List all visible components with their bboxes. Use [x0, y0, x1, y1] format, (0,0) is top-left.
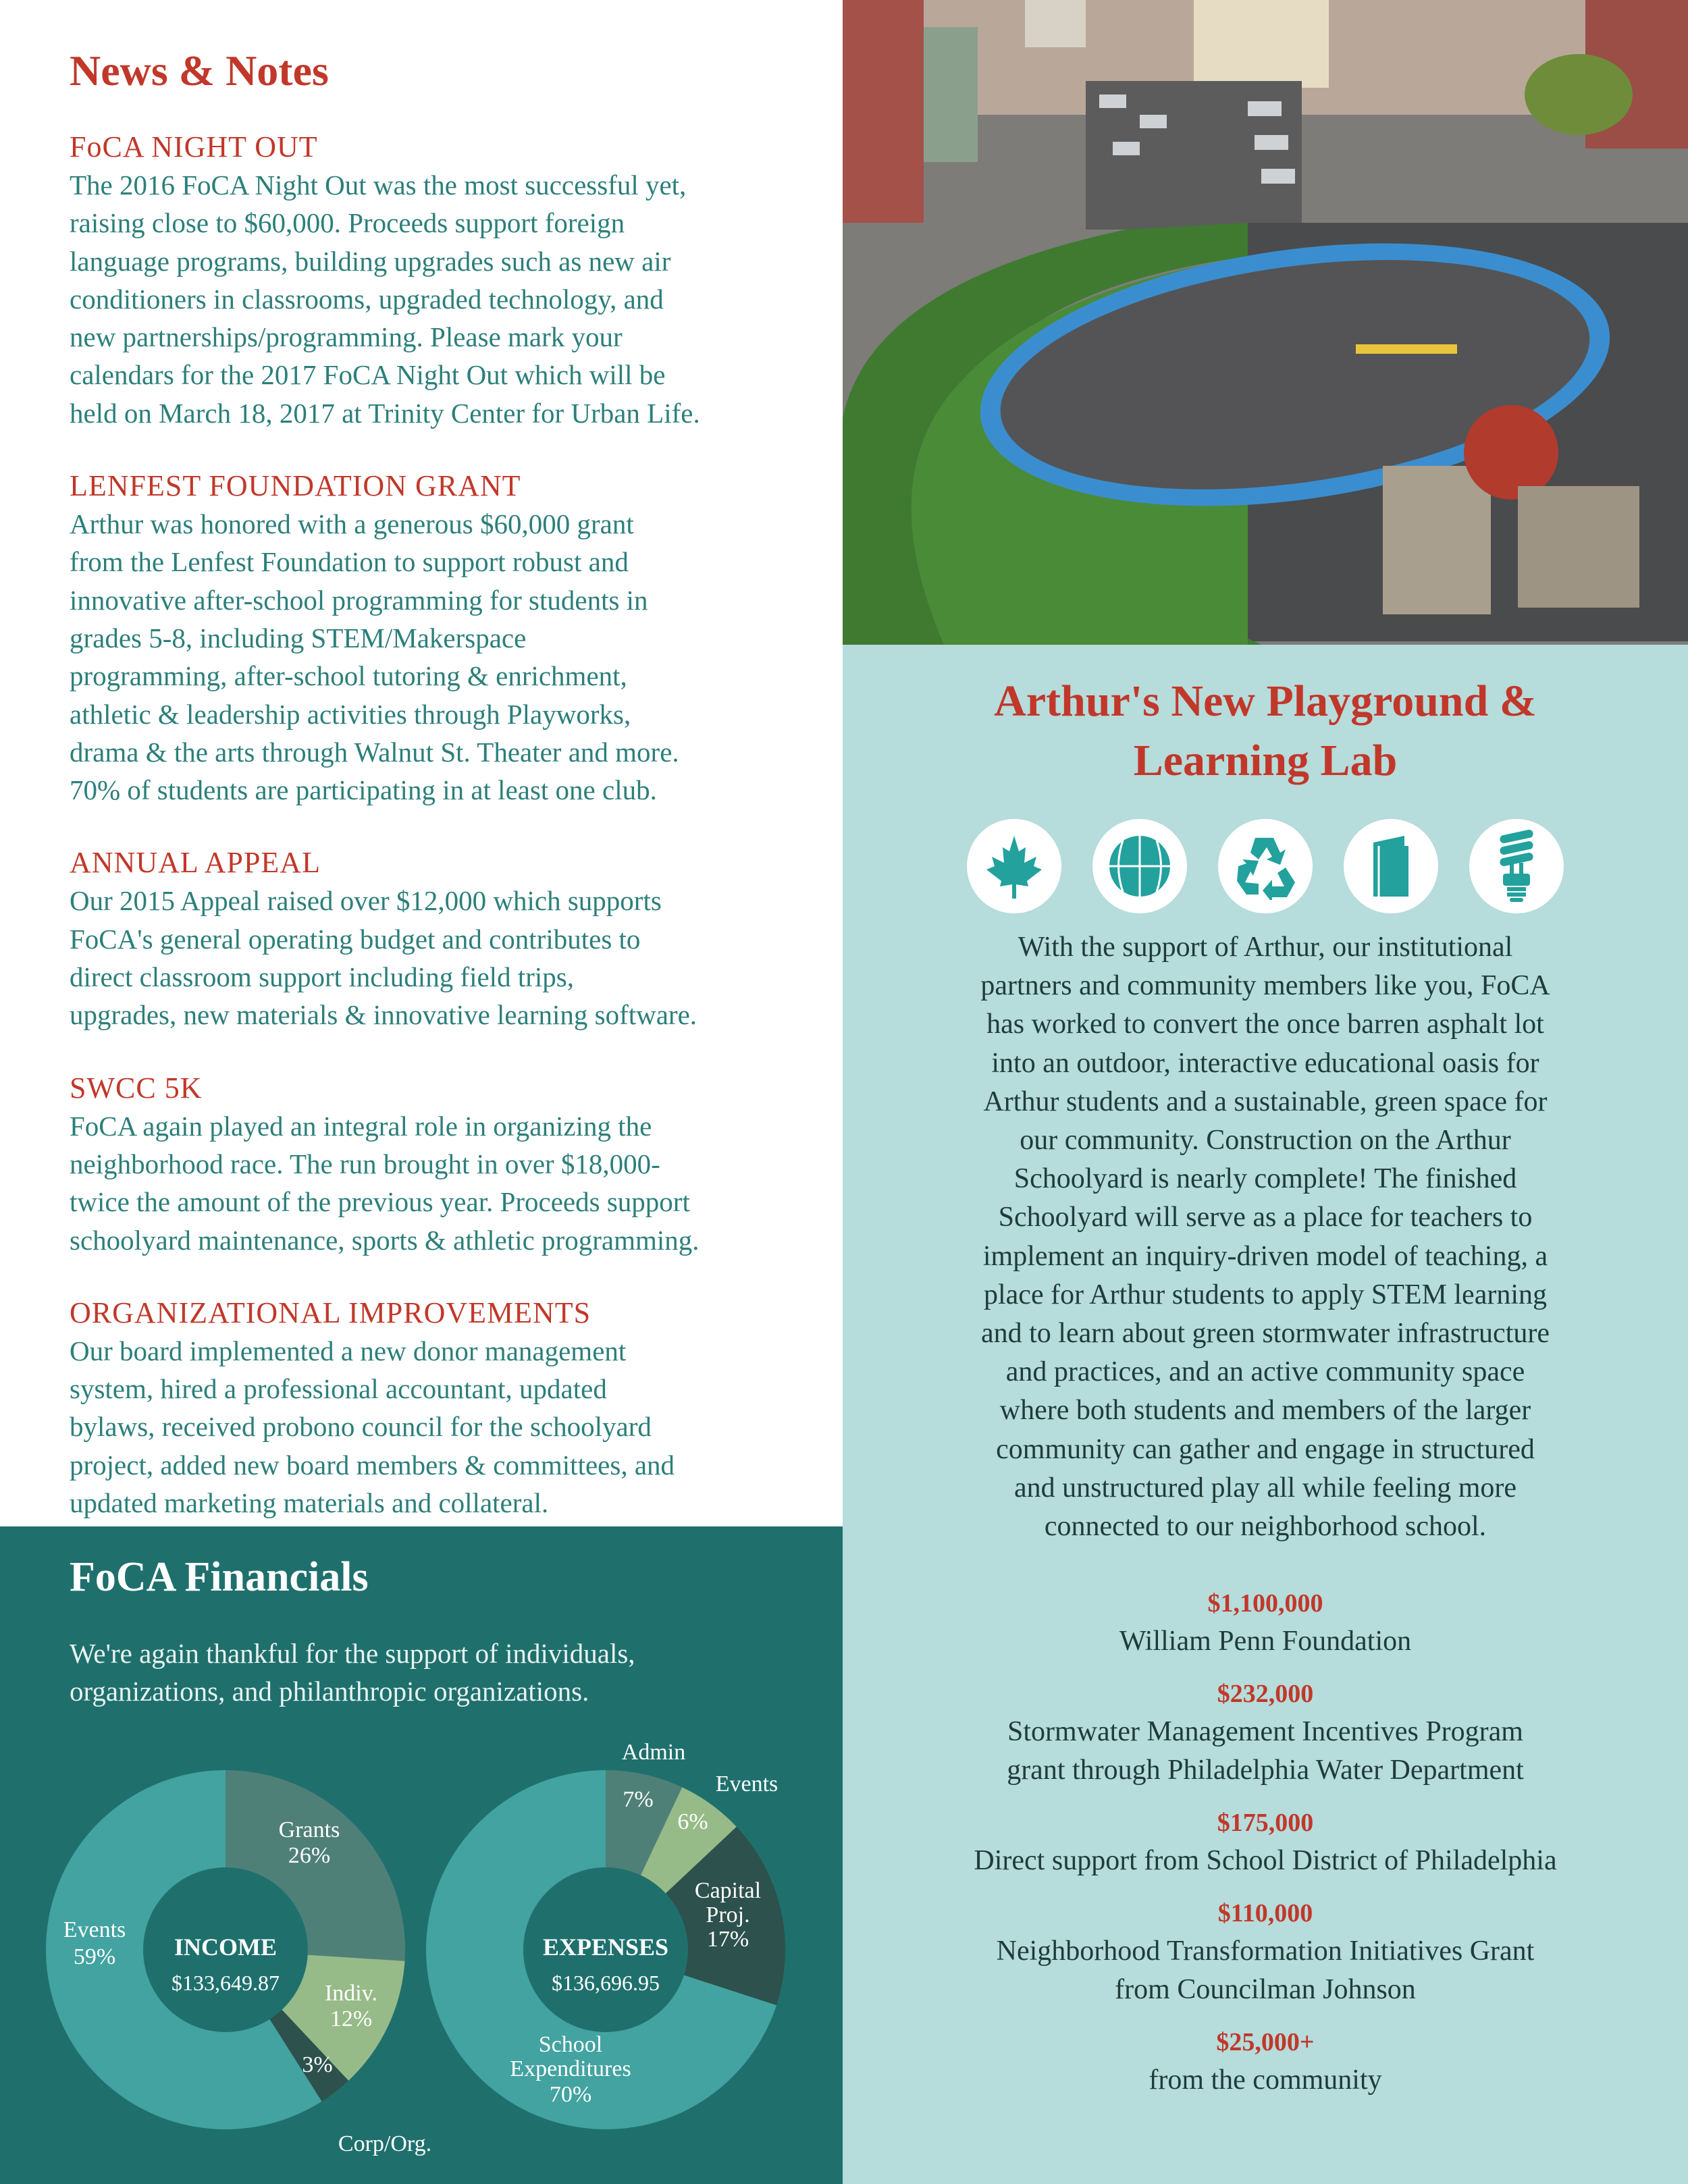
chart-title: INCOME: [174, 1934, 277, 1961]
icon-row: [843, 819, 1688, 913]
news-item-text: programming, after-school tutoring & enrichment,: [70, 660, 627, 692]
news-item-heading: ORGANIZATIONAL IMPROVEMENTS: [70, 1296, 591, 1329]
news-item-text: project, added new board members & committees, and: [70, 1449, 675, 1481]
funding-source: William Penn Foundation: [1119, 1626, 1412, 1657]
news-item-text: neighborhood race. The run brought in over $18,000-: [70, 1148, 660, 1179]
funding-item: [843, 1676, 1688, 1790]
funding-item: [843, 1895, 1688, 2009]
news-item-text: Our board implemented a new donor management: [70, 1335, 627, 1366]
book-icon: [1344, 819, 1438, 913]
data-label: 12%: [329, 2006, 373, 2031]
data-label: 17%: [706, 1927, 749, 1952]
description-line: into an outdoor, interactive educational oasis for: [991, 1047, 1539, 1079]
funding-source: Stormwater Management Incentives Program: [1007, 1716, 1523, 1747]
description-line: Arthur students and a sustainable, green space for: [983, 1086, 1548, 1117]
funding-item: [843, 1805, 1688, 1880]
news-item-text: direct classroom support including field trips,: [70, 961, 574, 993]
description-line: and practices, and an active community space: [1005, 1356, 1525, 1388]
funding-list: [843, 1585, 1688, 2114]
news-item-text: held on March 18, 2017 at Trinity Center for Urban Life.: [70, 397, 700, 429]
maple-leaf-icon: [967, 819, 1061, 913]
description-line: and to learn about green stormwater infrastructure: [981, 1318, 1550, 1350]
news-item-text: updated marketing materials and collateral.: [70, 1487, 549, 1519]
funding-amount: $1,100,000: [1207, 1589, 1323, 1618]
category-label: Capital Proj.: [694, 1878, 762, 1927]
data-label: 26%: [288, 1843, 331, 1868]
recycle-icon: [1218, 819, 1313, 913]
news-item: [70, 128, 826, 432]
description-line: our community. Construction on the Arthur: [1020, 1125, 1511, 1156]
news-item-text: FoCA's general operating budget and contributes to: [70, 923, 641, 955]
category-label: Admin: [621, 1740, 686, 1765]
category-label: Events: [63, 1917, 126, 1942]
category-label: Grants: [278, 1817, 340, 1842]
funding-amount: $175,000: [1217, 1809, 1314, 1837]
data-label: 6%: [677, 1809, 708, 1834]
description-line: connected to our neighborhood school.: [1044, 1511, 1487, 1543]
title-line: Learning Lab: [1133, 736, 1398, 785]
funding-item: [843, 2024, 1688, 2100]
data-label: 3%: [302, 2052, 333, 2077]
news-item-text: Arthur was honored with a generous $60,000 grant: [70, 508, 634, 540]
chart-title: EXPENSES: [542, 1934, 669, 1961]
news-item-text: athletic & leadership activities through Playworks,: [70, 698, 631, 730]
news-item-text: innovative after-school programming for students in: [70, 584, 648, 616]
news-item-text: raising close to $60,000. Proceeds support foreign: [70, 207, 625, 239]
description-line: community can gather and engage in structured: [996, 1433, 1535, 1465]
news-item-text: system, hired a professional accountant, updated: [70, 1373, 607, 1405]
news-item-text: schoolyard maintenance, sports & athletic programming.: [70, 1224, 700, 1256]
funding-source: grant through Philadelphia Water Department: [1007, 1755, 1524, 1786]
news-item-text: drama & the arts through Walnut St. Theater and more.: [70, 736, 679, 768]
funding-source: from Councilman Johnson: [1115, 1974, 1416, 2005]
news-item-text: The 2016 FoCA Night Out was the most successful yet,: [70, 169, 687, 201]
subtitle-line: We're again thankful for the support of individuals,: [70, 1638, 635, 1669]
basketball-icon: [1092, 819, 1187, 913]
playground-description: [843, 928, 1688, 1546]
news-item-text: 70% of students are participating in at least one club.: [70, 774, 657, 806]
category-label: Indiv.: [324, 1981, 378, 2006]
data-label: 70%: [549, 2082, 592, 2107]
category-label: Corp/Org.: [338, 2131, 432, 2156]
news-item-text: conditioners in classrooms, upgraded technology, and: [70, 283, 664, 315]
funding-item: [843, 1585, 1688, 1661]
news-item-heading: ANNUAL APPEAL: [70, 846, 321, 880]
lightbulb-icon: [1469, 819, 1564, 913]
funding-amount: $232,000: [1217, 1680, 1314, 1708]
funding-source: Neighborhood Transformation Initiatives Grant: [996, 1936, 1535, 1967]
financials-title: FoCA Financials: [70, 1554, 369, 1600]
news-item-heading: LENFEST FOUNDATION GRANT: [70, 469, 521, 503]
funding-amount: $25,000+: [1216, 2028, 1315, 2056]
description-line: Schoolyard will serve as a place for teachers to: [998, 1202, 1533, 1233]
description-line: With the support of Arthur, our institutional: [1018, 932, 1513, 963]
news-item-text: twice the amount of the previous year. Proceeds support: [70, 1186, 690, 1218]
title-line: Arthur's New Playground &: [994, 676, 1537, 726]
playground-section: [843, 645, 1688, 2184]
chart-total: $133,649.87: [172, 1971, 280, 1995]
funding-amount: $110,000: [1217, 1899, 1313, 1927]
news-item-text: language programs, building upgrades such as new air: [70, 245, 671, 277]
news-item-text: grades 5-8, including STEM/Makerspace: [70, 622, 527, 654]
news-item-text: upgrades, new materials & innovative learning software.: [70, 999, 697, 1031]
financial-charts: [0, 1526, 843, 2184]
data-label: 59%: [73, 1944, 116, 1969]
news-item-text: bylaws, received probono council for the schoolyard: [70, 1411, 652, 1443]
chart-total: $136,696.95: [552, 1971, 660, 1995]
financials-section: [0, 1526, 843, 2184]
news-item-text: new partnerships/programming. Please mark your: [70, 321, 623, 353]
description-line: where both students and members of the larger: [999, 1395, 1531, 1427]
category-label: School Expenditures: [510, 2032, 631, 2081]
description-line: partners and community members like you, FoCA: [980, 970, 1550, 1002]
funding-source: Direct support from School District of Philadelphia: [974, 1845, 1557, 1876]
news-item-heading: FoCA NIGHT OUT: [70, 130, 318, 163]
news-item: [70, 844, 826, 1034]
news-item-text: Our 2015 Appeal raised over $12,000 which supports: [70, 885, 662, 917]
playground-title: [843, 672, 1688, 791]
news-item-heading: SWCC 5K: [70, 1071, 203, 1104]
news-title: News & Notes: [70, 47, 329, 95]
news-item-text: FoCA again played an integral role in organizing the: [70, 1110, 652, 1142]
news-item-text: from the Lenfest Foundation to support robust and: [70, 546, 629, 578]
news-item: [70, 1069, 826, 1259]
news-item: [70, 1294, 826, 1522]
description-line: Schoolyard is nearly complete! The finished: [1013, 1163, 1517, 1195]
description-line: has worked to convert the once barren asphalt lot: [986, 1009, 1544, 1040]
description-line: place for Arthur students to apply STEM learning: [984, 1279, 1547, 1310]
playground-photo: [843, 0, 1688, 645]
description-line: implement an inquiry-driven model of teaching, a: [982, 1240, 1548, 1272]
news-item-text: calendars for the 2017 FoCA Night Out which will be: [70, 359, 666, 391]
news-item: [70, 467, 826, 809]
data-label: 7%: [623, 1787, 654, 1812]
news-and-notes: [70, 41, 826, 1557]
subtitle-line: organizations, and philanthropic organizations.: [70, 1676, 589, 1707]
financials-subtitle: [70, 1634, 635, 1710]
category-label: Events: [715, 1772, 779, 1796]
description-line: and unstructured play all while feeling more: [1013, 1472, 1517, 1503]
funding-source: from the community: [1149, 2065, 1382, 2096]
